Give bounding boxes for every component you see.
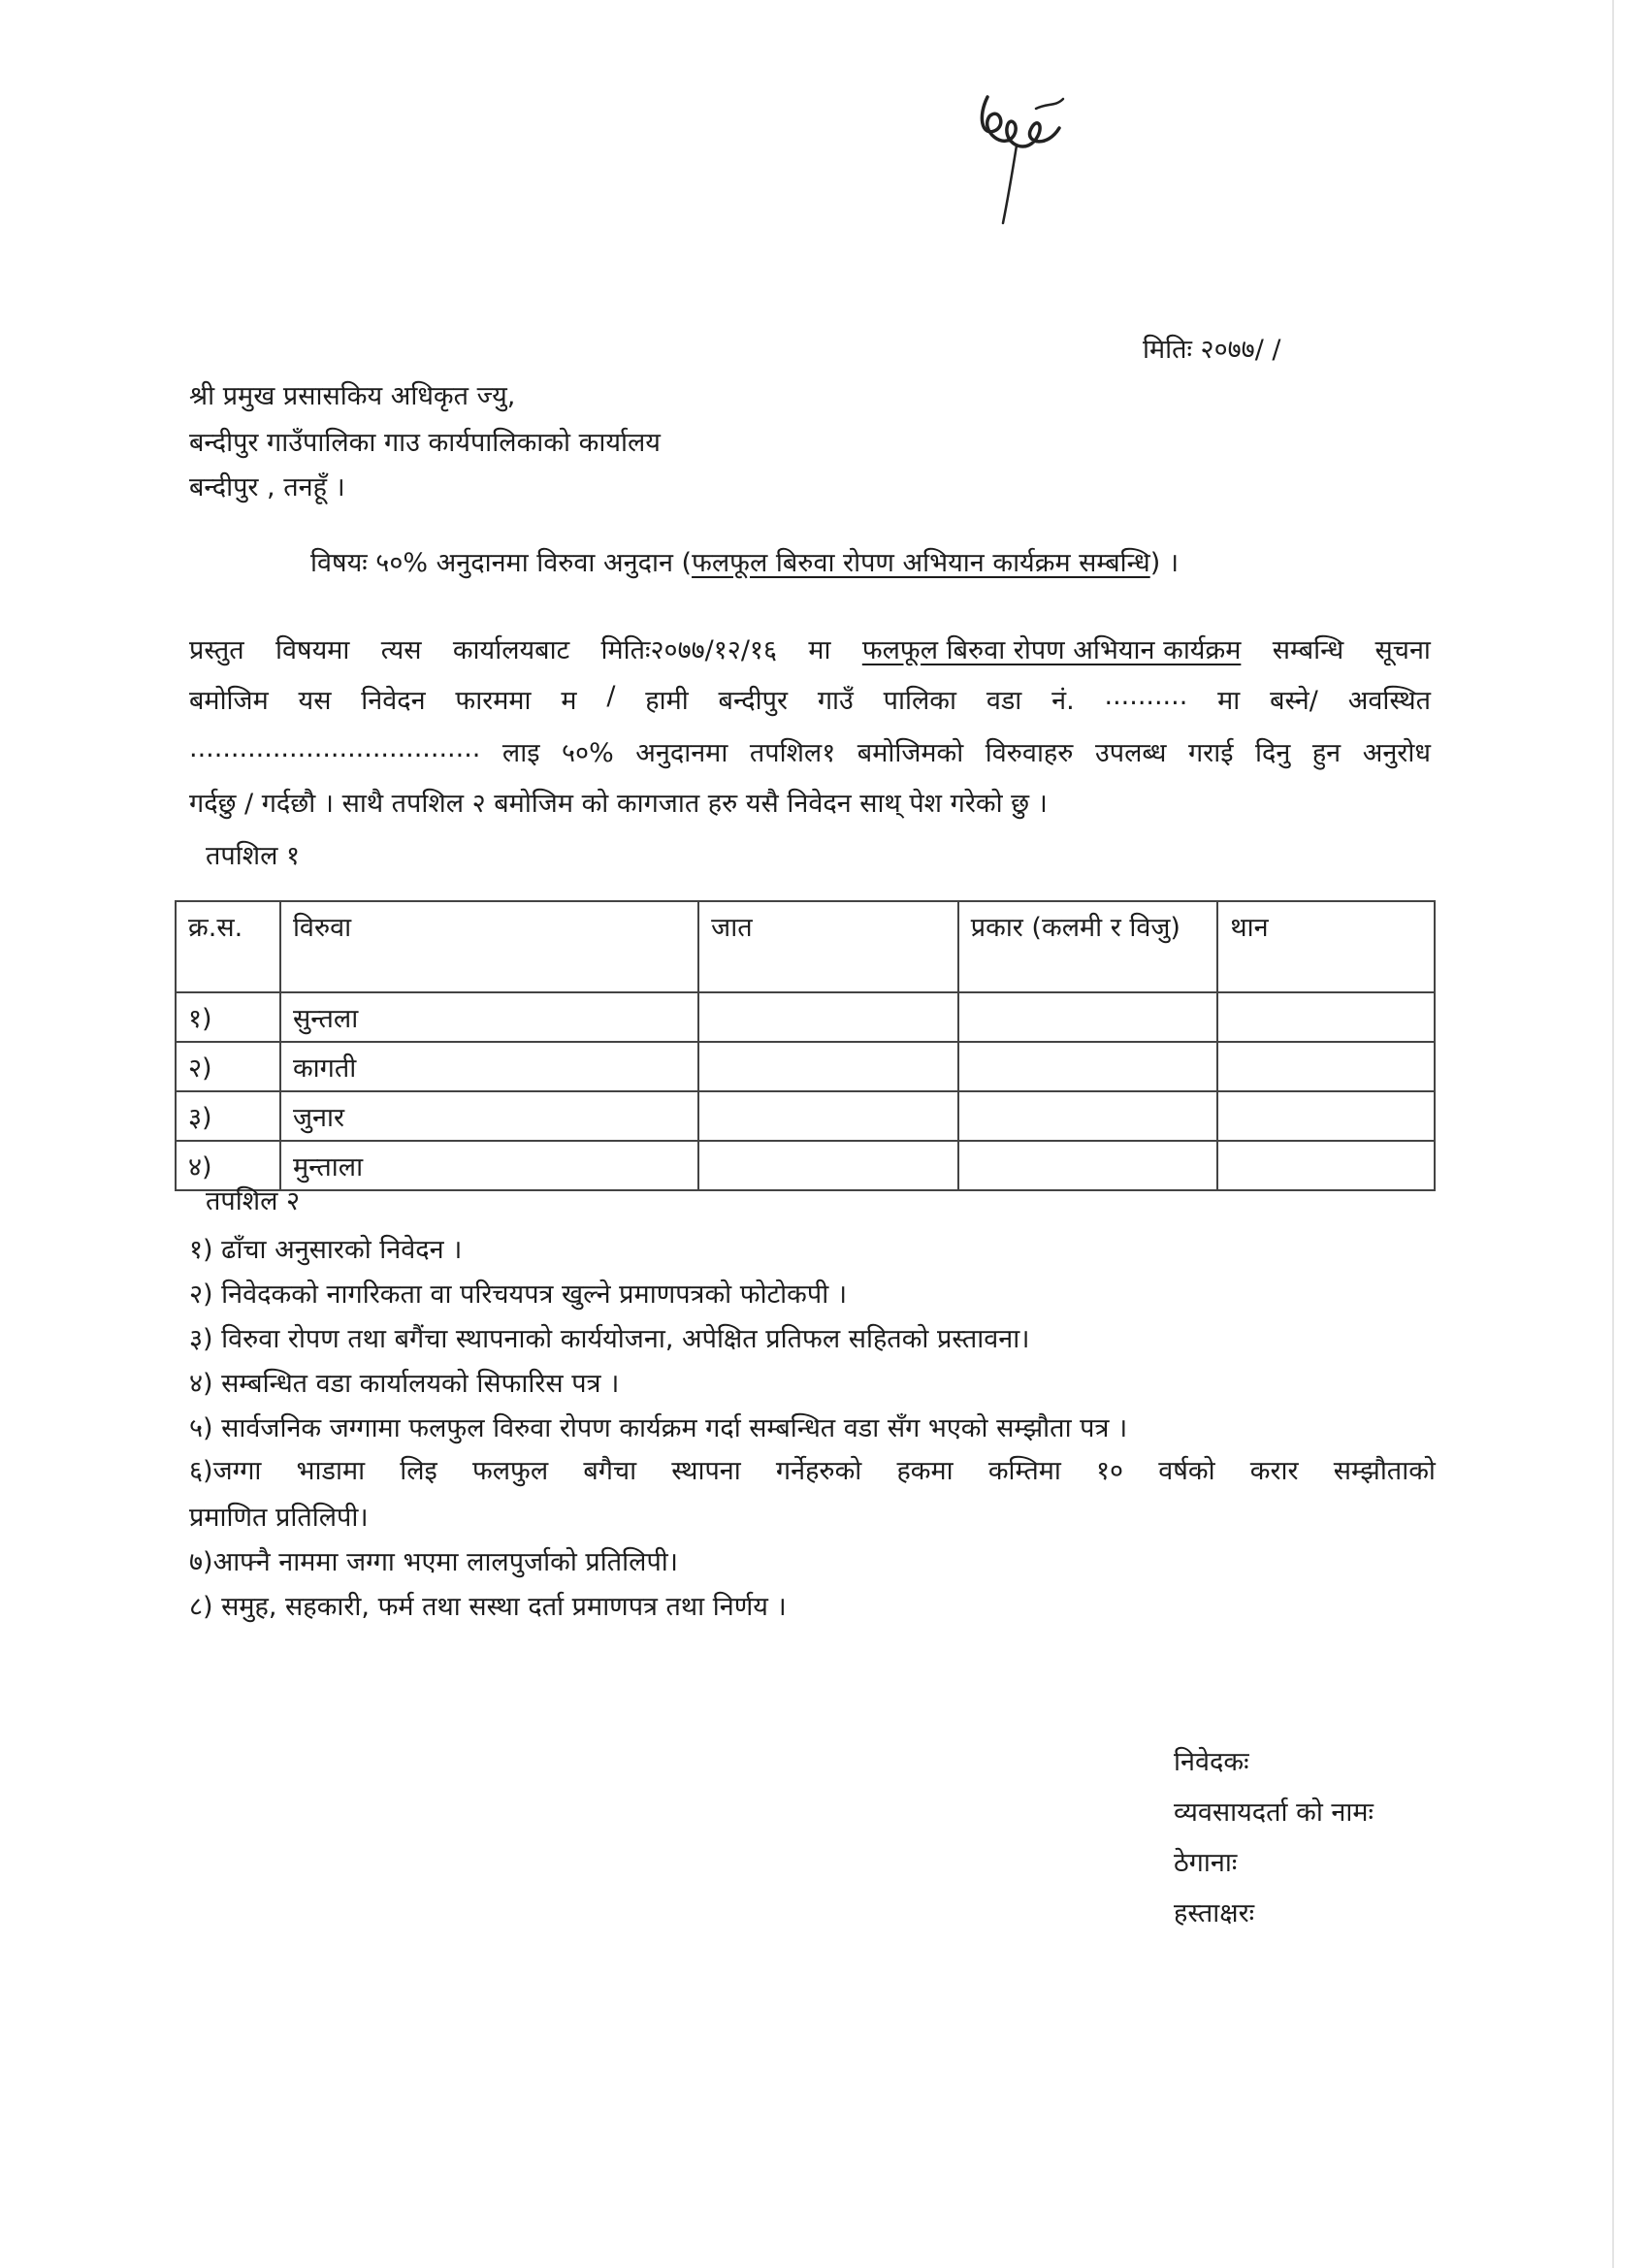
signature-label: हस्ताक्षरः <box>1174 1898 1255 1928</box>
schedule-1-title: तपशिल १ <box>206 841 301 871</box>
document-item-4: ४) सम्बन्धित वडा कार्यालयको सिफारिस पत्र । <box>189 1369 620 1399</box>
body-line-1 <box>189 631 1431 666</box>
body-word: बन्दीपुर <box>718 686 789 716</box>
body-word: मा <box>1217 686 1241 716</box>
row-variety-cell[interactable] <box>698 992 958 1042</box>
body-word: ५०% <box>561 738 614 768</box>
plant-request-table <box>175 900 1436 1191</box>
body-word: उपलब्ध <box>1094 738 1167 768</box>
body-word: / <box>606 681 616 711</box>
body-word: तपशिल१ <box>749 738 836 768</box>
document-item-5: ५) सार्वजनिक जग्गामा फलफुल विरुवा रोपण कार्यक्रम गर्दा सम्बन्धित वडा सँग भएको सम्झौता पत्र । <box>189 1413 1128 1443</box>
item-word: कम्तिमा <box>987 1456 1061 1486</box>
body-program-name: फलफूल बिरुवा रोपण अभियान कार्यक्रम <box>861 635 1242 665</box>
body-word: नं. <box>1051 686 1075 716</box>
item-word: स्थापना <box>671 1456 741 1486</box>
document-item-8: ८) समुह, सहकारी, फर्म तथा सस्था दर्ता प्रमाणपत्र तथा निर्णय । <box>189 1592 787 1622</box>
row-serial: ३) <box>176 1091 280 1141</box>
document-item-1: १) ढाँचा अनुसारको निवेदन । <box>189 1235 463 1265</box>
document-item-3: ३) विरुवा रोपण तथा बगैंचा स्थापनाको कार्ययोजना, अपेक्षित प्रतिफल सहितको प्रस्तावना। <box>189 1324 1030 1354</box>
item-word: बगैचा <box>583 1456 637 1486</box>
row-serial: १) <box>176 992 280 1042</box>
row-variety-cell[interactable] <box>698 1042 958 1091</box>
applicant-label: निवेदकः <box>1174 1747 1249 1777</box>
row-quantity-cell[interactable] <box>1217 992 1435 1042</box>
row-plant: जुनार <box>280 1091 698 1141</box>
body-word: दिनु <box>1255 738 1291 768</box>
body-word: हामी <box>645 686 689 716</box>
item-word: वर्षको <box>1158 1456 1215 1486</box>
document-item-6 <box>189 1451 1436 1487</box>
body-word: अनुरोध <box>1362 738 1431 768</box>
address-label: ठेगानाः <box>1174 1848 1238 1878</box>
subject-line <box>310 543 1179 579</box>
body-word: फारममा <box>455 686 532 716</box>
body-word: गराई <box>1187 738 1234 768</box>
body-word: कार्यालयबाट <box>452 635 570 665</box>
row-variety-cell[interactable] <box>698 1091 958 1141</box>
schedule-2-title: तपशिल २ <box>206 1186 301 1216</box>
row-serial: ४) <box>176 1141 280 1190</box>
subject-prefix: विषयः ५०% अनुदानमा विरुवा अनुदान ( <box>310 548 693 578</box>
row-type-cell[interactable] <box>958 1091 1218 1141</box>
item-word: ६)जग्गा <box>189 1456 262 1486</box>
body-line-3 <box>189 733 1431 769</box>
body-word: मा <box>808 635 831 665</box>
body-word: यस <box>298 686 332 716</box>
body-word: अनुदानमा <box>635 738 728 768</box>
body-word: निवेदन <box>361 686 426 716</box>
page-edge <box>1612 0 1614 2268</box>
body-word: सूचना <box>1374 635 1431 665</box>
row-serial: २) <box>176 1042 280 1091</box>
body-word: त्यस <box>380 635 422 665</box>
header-type: प्रकार (कलमी र विजु) <box>958 901 1218 992</box>
table-header-row <box>176 901 1435 992</box>
header-plant: विरुवा <box>280 901 698 992</box>
letter-date: मितिः २०७७/ / <box>1143 335 1281 365</box>
document-item-7: ७)आफ्नै नाममा जग्गा भएमा लालपुर्जाको प्रतिलिपी। <box>189 1547 679 1577</box>
header-serial: क्र.स. <box>176 901 280 992</box>
body-word: प्रस्तुत <box>189 635 244 665</box>
header-quantity: थान <box>1217 901 1435 992</box>
row-plant: सुन्तला <box>280 992 698 1042</box>
body-word: विरुवाहरु <box>985 738 1074 768</box>
body-line-4: गर्दछु / गर्दछौ । साथै तपशिल २ बमोजिम को कागजात हरु यसै निवेदन साथ् पेश गरेको छु । <box>189 789 1048 819</box>
document-item-6-continued: प्रमाणित प्रतिलिपी। <box>189 1503 369 1533</box>
recipient-line-3: बन्दीपुर , तनहूँ । <box>189 472 345 502</box>
body-word: बस्ने/ <box>1270 686 1318 716</box>
item-word: हकमा <box>896 1456 954 1486</box>
body-word: गाउँ <box>817 686 854 716</box>
table-row <box>176 1042 1435 1091</box>
item-word: फलफुल <box>471 1456 549 1486</box>
table-row <box>176 1141 1435 1190</box>
body-word: बमोजिम <box>189 686 269 716</box>
item-word: करार <box>1249 1456 1299 1486</box>
row-type-cell[interactable] <box>958 1141 1218 1190</box>
item-word: लिइ <box>400 1456 437 1486</box>
table-row <box>176 992 1435 1042</box>
row-quantity-cell[interactable] <box>1217 1042 1435 1091</box>
document-item-2: २) निवेदकको नागरिकता वा परिचयपत्र खुल्ने प्रमाणपत्रको फोटोकपी । <box>189 1280 848 1310</box>
body-word: म <box>561 686 577 716</box>
body-word: हुन <box>1311 738 1342 768</box>
row-plant: कागती <box>280 1042 698 1091</box>
ward-number-blank: .......... <box>1104 681 1188 711</box>
body-word: मितिः२०७७/१२/१६ <box>600 635 778 665</box>
table-row <box>176 1091 1435 1141</box>
row-quantity-cell[interactable] <box>1217 1141 1435 1190</box>
row-type-cell[interactable] <box>958 1042 1218 1091</box>
recipient-line-1: श्री प्रमुख प्रसासकिय अधिकृत ज्यु, <box>189 381 516 411</box>
body-word: लाइ <box>501 738 540 768</box>
handwritten-signature-mark <box>960 78 1077 233</box>
body-word: वडा <box>986 686 1022 716</box>
row-quantity-cell[interactable] <box>1217 1091 1435 1141</box>
item-word: १० <box>1096 1456 1124 1486</box>
recipient-line-2: बन्दीपुर गाउँपालिका गाउ कार्यपालिकाको कार्यालय <box>189 428 661 458</box>
body-line-2 <box>189 681 1431 717</box>
business-name-label: व्यवसायदर्ता को नामः <box>1174 1798 1374 1828</box>
body-word: विषयमा <box>275 635 350 665</box>
row-variety-cell[interactable] <box>698 1141 958 1190</box>
item-word: सम्झौताको <box>1333 1456 1436 1486</box>
header-variety: जात <box>698 901 958 992</box>
subject-program-name: फलफूल बिरुवा रोपण अभियान कार्यक्रम सम्बन्धि <box>692 548 1150 578</box>
applicant-name-blank: ................................... <box>189 733 481 763</box>
subject-suffix: ) । <box>1149 548 1180 578</box>
body-word: बमोजिमको <box>857 738 964 768</box>
item-word: गर्नेहरुको <box>775 1456 862 1486</box>
body-word: अवस्थित <box>1347 686 1431 716</box>
body-word: सम्बन्धि <box>1272 635 1344 665</box>
item-word: भाडामा <box>296 1456 366 1486</box>
row-type-cell[interactable] <box>958 992 1218 1042</box>
body-word: पालिका <box>883 686 957 716</box>
row-plant: मुन्ताला <box>280 1141 698 1190</box>
